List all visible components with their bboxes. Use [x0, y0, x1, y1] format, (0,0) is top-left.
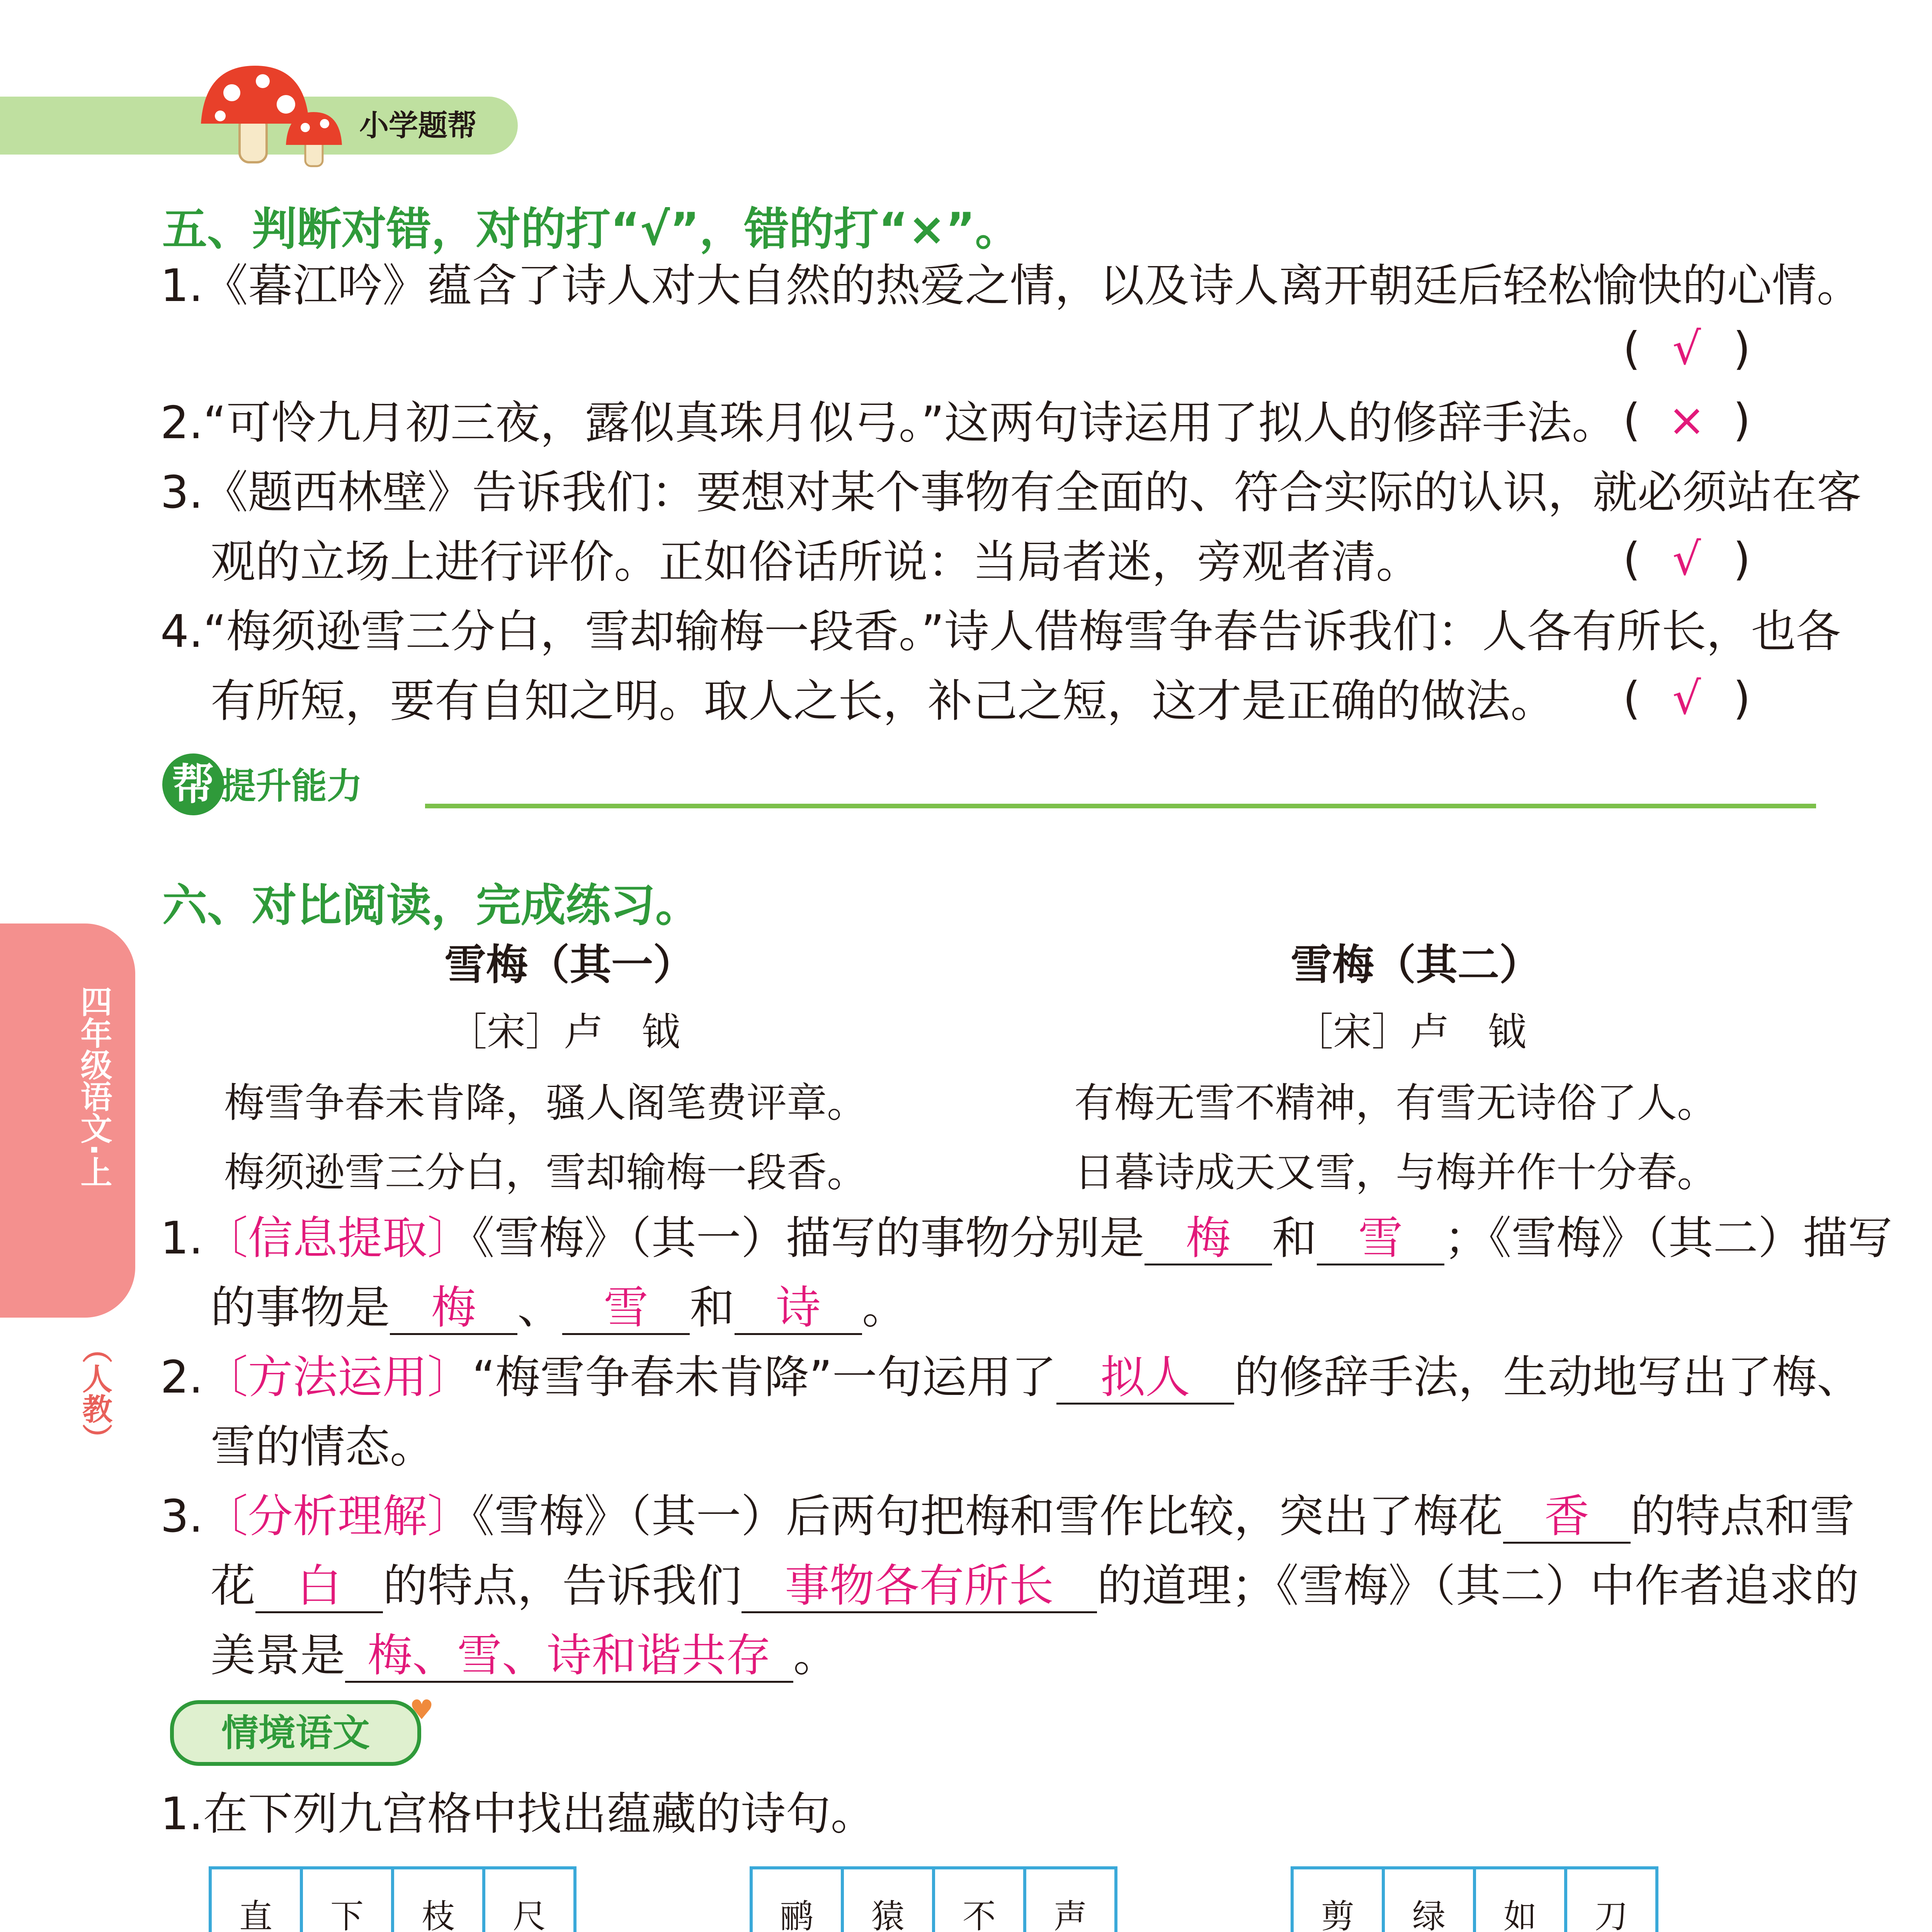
- grid-cell[interactable]: 如: [1475, 1868, 1566, 1932]
- item-number: 3.: [160, 466, 203, 519]
- answer-check[interactable]: √: [1672, 533, 1701, 585]
- ability-label: 提升能力: [220, 765, 363, 807]
- grid-cell[interactable]: 不: [934, 1868, 1025, 1932]
- mushroom-logo-icon: [193, 58, 355, 174]
- grid-cell[interactable]: 下: [301, 1868, 393, 1932]
- answer-blank[interactable]: 事物各有所长: [742, 1561, 1097, 1613]
- side-tab-edition: （人教）: [77, 1333, 112, 1454]
- s5-item4: [160, 603, 1841, 661]
- answer-blank[interactable]: 梅、雪、诗和谐共存: [345, 1631, 793, 1683]
- grid-cell[interactable]: 绿: [1383, 1868, 1475, 1932]
- answer-cross[interactable]: ×: [1668, 394, 1706, 446]
- poem1-line2: 梅须逊雪三分白，雪却输梅一段香。: [224, 1149, 867, 1196]
- answer-blank[interactable]: 香: [1503, 1492, 1631, 1544]
- s5-item1: [160, 257, 1862, 315]
- s5-item3-answer: ( √ ): [1623, 533, 1751, 585]
- item-text: 《题西林壁》告诉我们：要想对某个事物有全面的、符合实际的认识，就必须站在客: [203, 466, 1862, 519]
- s5-item3: [160, 464, 1862, 522]
- poem1-line1: 梅雪争春未肯降，骚人阁笔费评章。: [224, 1079, 867, 1126]
- grid-3: [1291, 1866, 1658, 1932]
- s5-item4-line2: 有所短，要有自知之明。取人之长，补己之短，这才是正确的做法。: [211, 675, 1555, 727]
- s6-q2-line2: 雪的情态。: [211, 1421, 435, 1473]
- ability-divider: [425, 804, 1816, 808]
- grid-cell[interactable]: 直: [210, 1868, 301, 1932]
- answer-blank[interactable]: 雪: [1317, 1213, 1444, 1265]
- answer-blank[interactable]: 雪: [562, 1283, 690, 1335]
- poem1-author: ［宋］卢 钺: [448, 1009, 680, 1054]
- q-tag: 〔分析理解〕: [203, 1490, 472, 1543]
- s5-item2: [160, 394, 1617, 452]
- answer-check[interactable]: √: [1672, 672, 1701, 724]
- item-text: 《暮江吟》蕴含了诗人对大自然的热爱之情，以及诗人离开朝廷后轻松愉快的心情。: [203, 260, 1862, 312]
- grid-cell[interactable]: 鹂: [751, 1868, 842, 1932]
- s6-q3-line2: 花 白 的特点，告诉我们 事物各有所长 的道理；《雪梅》（其二）中作者追求的: [211, 1557, 1859, 1615]
- q-tag: 〔信息提取〕: [203, 1212, 472, 1264]
- section6-title: 六、对比阅读，完成练习。: [162, 879, 700, 932]
- item-number: 4.: [160, 605, 203, 658]
- item-text: “可怜九月初三夜，露似真珠月似弓。”这两句诗运用了拟人的修辞手法。: [203, 397, 1617, 449]
- grid-1: [209, 1866, 577, 1932]
- grid-cell[interactable]: 声: [1025, 1868, 1116, 1932]
- grid-cell[interactable]: 枝: [393, 1868, 484, 1932]
- answer-blank[interactable]: 拟人: [1056, 1352, 1234, 1405]
- poem1-title: 雪梅（其一）: [444, 941, 695, 989]
- item-number: 1.: [160, 260, 203, 312]
- sit-q1-text: 1.在下列九宫格中找出蕴藏的诗句。: [160, 1788, 876, 1840]
- situation-label: 情境语文: [170, 1700, 421, 1766]
- grid-cell[interactable]: 猿: [842, 1868, 934, 1932]
- poem2-title: 雪梅（其二）: [1291, 941, 1541, 989]
- answer-blank[interactable]: 梅: [1145, 1213, 1272, 1265]
- ability-icon: 帮: [162, 753, 224, 815]
- s5-item3-line2: 观的立场上进行评价。正如俗话所说：当局者迷，旁观者清。: [211, 536, 1421, 588]
- ability-banner: [162, 753, 1824, 819]
- s6-q3-line1: 3.〔分析理解〕《雪梅》（其一）后两句把梅和雪作比较，突出了梅花 香 的特点和雪: [160, 1488, 1855, 1546]
- s5-item1-answer: ( √ ): [1623, 323, 1751, 375]
- answer-check[interactable]: √: [1672, 323, 1701, 375]
- s5-item4-answer: ( √ ): [1623, 672, 1751, 724]
- item-number: 2.: [160, 397, 203, 449]
- poem2-author: ［宋］卢 钺: [1294, 1009, 1526, 1054]
- poem2-line1: 有梅无雪不精神，有雪无诗俗了人。: [1074, 1079, 1718, 1126]
- situation-heart-icon: ♥: [410, 1694, 434, 1726]
- grid-cell[interactable]: 尺: [484, 1868, 575, 1932]
- section5-title: 五、判断对错，对的打“√”，错的打“×”。: [162, 203, 1020, 255]
- s6-q2-line1: 2.〔方法运用〕“梅雪争春未肯降”一句运用了 拟人 的修辞手法，生动地写出了梅、: [160, 1349, 1862, 1406]
- answer-blank[interactable]: 梅: [390, 1283, 517, 1335]
- poem2-line2: 日暮诗成天又雪，与梅并作十分春。: [1074, 1149, 1718, 1196]
- answer-blank[interactable]: 诗: [735, 1283, 862, 1335]
- q-tag: 〔方法运用〕: [203, 1351, 472, 1403]
- side-tab-grade: 四年级语文·上: [75, 985, 112, 1188]
- s6-q3-line3: 美景是 梅、雪、诗和谐共存 。: [211, 1627, 838, 1685]
- grid-cell[interactable]: 刀: [1566, 1868, 1657, 1932]
- grid-cell[interactable]: 剪: [1292, 1868, 1383, 1932]
- s5-item2-answer: ( × ): [1623, 394, 1751, 446]
- grid-2: [750, 1866, 1117, 1932]
- s6-q1-line1: 1.〔信息提取〕《雪梅》（其一）描写的事物分别是 梅 和 雪 ；《雪梅》（其二）描写: [160, 1209, 1893, 1267]
- header-title: 小学题帮: [359, 108, 477, 143]
- answer-blank[interactable]: 白: [255, 1561, 383, 1613]
- s6-q1-line2: 的事物是 梅 、 雪 和 诗 。: [211, 1279, 907, 1337]
- side-tab: [0, 923, 135, 1318]
- item-text: “梅须逊雪三分白，雪却输梅一段香。”诗人借梅雪争春告诉我们：人各有所长，也各: [203, 605, 1841, 658]
